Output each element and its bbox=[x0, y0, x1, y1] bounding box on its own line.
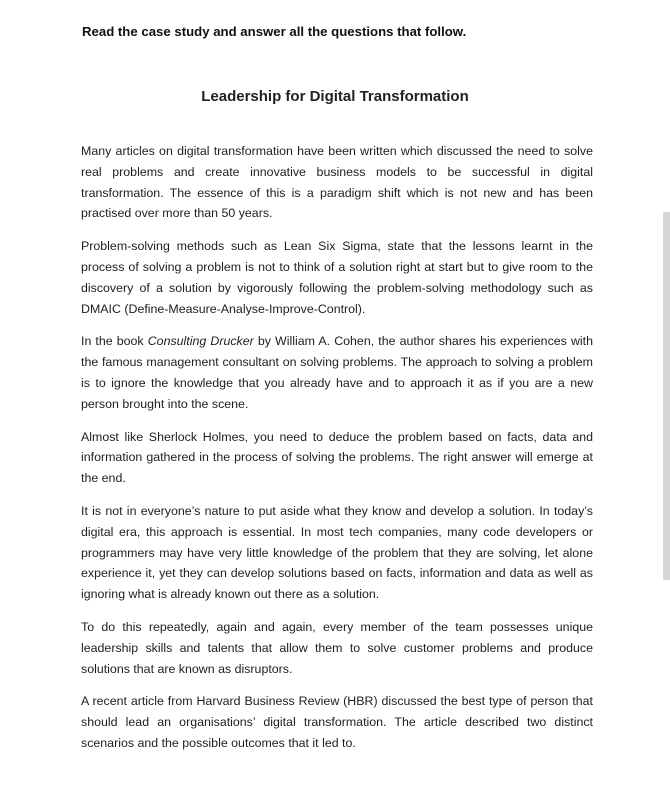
paragraph-5: It is not in everyone’s nature to put aside what they know and develop a solution. In today’s digital era, this approach is essential. In most tech companies, many code developers or programmers may have very little knowledge of the problem that they are solving, let alone experience it, yet they can develop solutions based on facts, information and data as well as ignoring what is already known out there as a solution. bbox=[81, 503, 593, 602]
instruction-text: Read the case study and answer all the questions that follow. bbox=[82, 24, 467, 39]
paragraph-6: To do this repeatedly, again and again, every member of the team possesses unique leadership skills and talents that allow them to solve customer problems and produce solutions that are known as disruptors. bbox=[81, 619, 593, 676]
paragraph-3-intro: In the book bbox=[81, 334, 148, 349]
document-title: Leadership for Digital Transformation bbox=[201, 88, 469, 105]
paragraph-2: Problem-solving methods such as Lean Six Sigma, state that the lessons learnt in the process of solving a problem is not to think of a solution right at start but to give room to the discovery of a solution by vigorously following the problem-solving methodology such as DMAIC (Define-Measure-Analyse-Improve-Control). bbox=[81, 239, 593, 316]
paragraph-7: A recent article from Harvard Business Review (HBR) discussed the best type of person that should lead an organisations’ digital transformation. The article described two distinct scenarios and the possible outcomes that it led to. bbox=[81, 694, 593, 750]
book-title: Consulting Drucker bbox=[147, 334, 254, 349]
paragraph-3 bbox=[81, 331, 593, 414]
document-body bbox=[81, 141, 593, 766]
paragraph-4: Almost like Sherlock Holmes, you need to deduce the problem based on facts, data and information gathered in the process of solving the problems. The right answer will emerge at the end. bbox=[81, 429, 593, 486]
paragraph-3-rest: by William A. Cohen, the author shares his experiences with the famous management consultant on solving problems. The approach to solving a problem is to ignore the knowledge that you already have and to approach it as if you are a new person brought into the scene. bbox=[81, 334, 593, 411]
vertical-scrollbar[interactable] bbox=[663, 212, 670, 580]
paragraph-1: Many articles on digital transformation have been written which discussed the need to solve real problems and create innovative business models to be successful in digital transformation. The essence of this is a paradigm shift which is not new and has been practised over more than 50 years. bbox=[81, 144, 593, 221]
